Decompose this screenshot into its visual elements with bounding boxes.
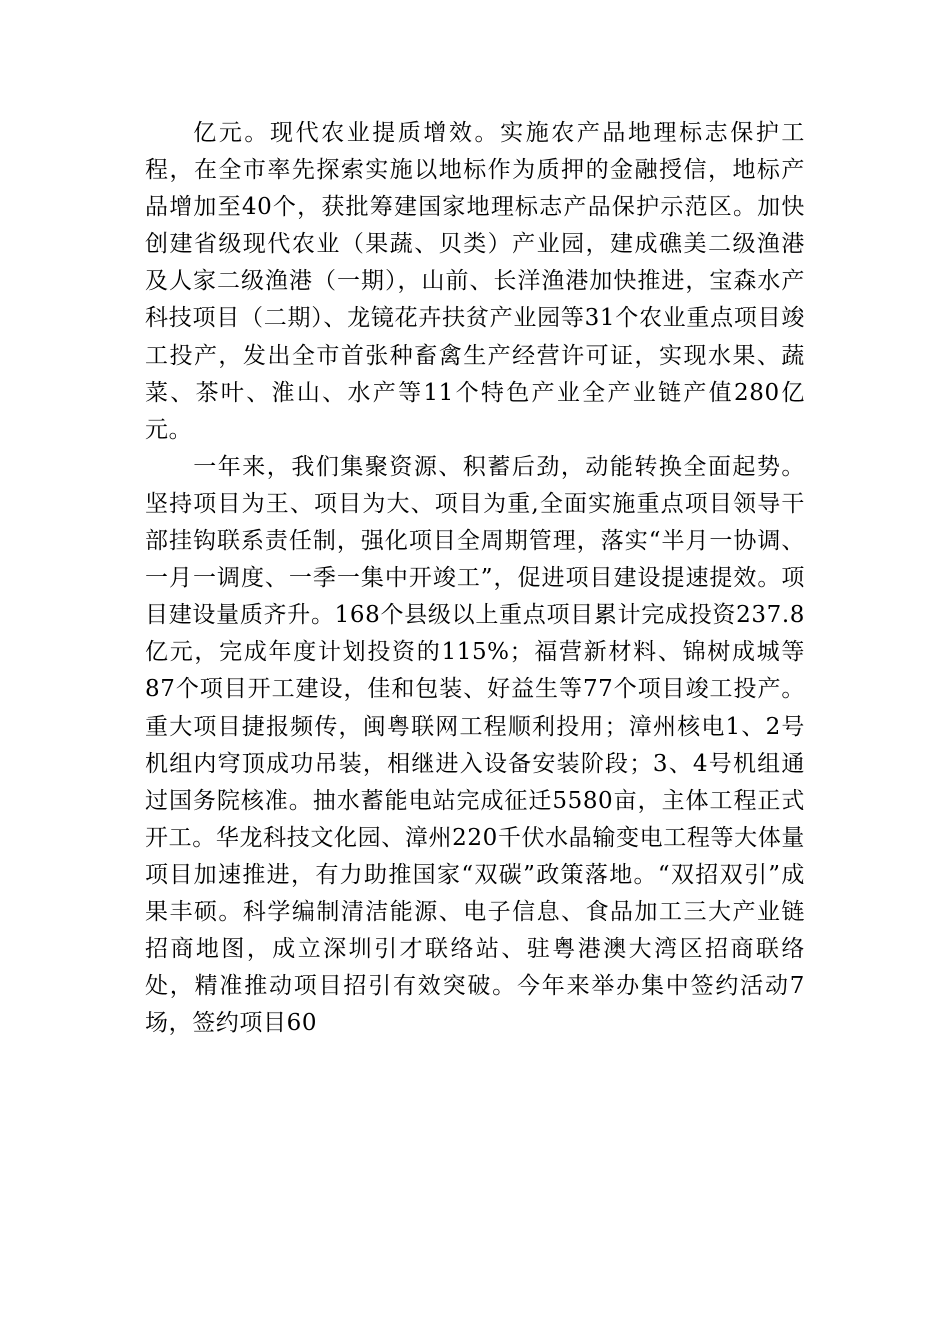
body-text (145, 115, 805, 1042)
paragraph-agriculture: 亿元。现代农业提质增效。实施农产品地理标志保护工程，在全市率先探索实施以地标作为质押的金融授信，地标产品增加至40个，获批筹建国家地理标志产品保护示范区。加快创建省级现代农业（果蔬、贝类）产业园，建成礁美二级渔港及人家二级渔港（一期），山前、长洋渔港加快推进，宝森水产科技项目（二期）、龙镜花卉扶贫产业园等31个农业重点项目竣工投产，发出全市首张种畜禽生产经营许可证，实现水果、蔬菜、茶叶、淮山、水产等11个特色产业全产业链产值280亿元。 (145, 120, 805, 443)
paragraph-projects: 一年来，我们集聚资源、积蓄后劲，动能转换全面起势。坚持项目为王、项目为大、项目为重,全面实施重点项目领导干部挂钩联系责任制，强化项目全周期管理，落实“半月一协调、一月一调度、一季一集中开竣工”，促进项目建设提速提效。项目建设量质齐升。168个县级以上重点项目累计完成投资237.8亿元，完成年度计划投资的115%；福营新材料、锦树成城等87个项目开工建设，佳和包装、好益生等77个项目竣工投产。重大项目捷报频传，闽粤联网工程顺利投用；漳州核电1、2号机组内穹顶成功吊装，相继进入设备安装阶段；3、4号机组通过国务院核准。抽水蓄能电站完成征迁5580亩，主体工程正式开工。华龙科技文化园、漳州220千伏水晶输变电工程等大体量项目加速推进，有力助推国家“双碳”政策落地。“双招双引”成果丰硕。科学编制清洁能源、电子信息、食品加工三大产业链招商地图，成立深圳引才联络站、驻粤港澳大湾区招商联络处，精准推动项目招引有效突破。今年来举办集中签约活动7场，签约项目60 (145, 453, 805, 1037)
